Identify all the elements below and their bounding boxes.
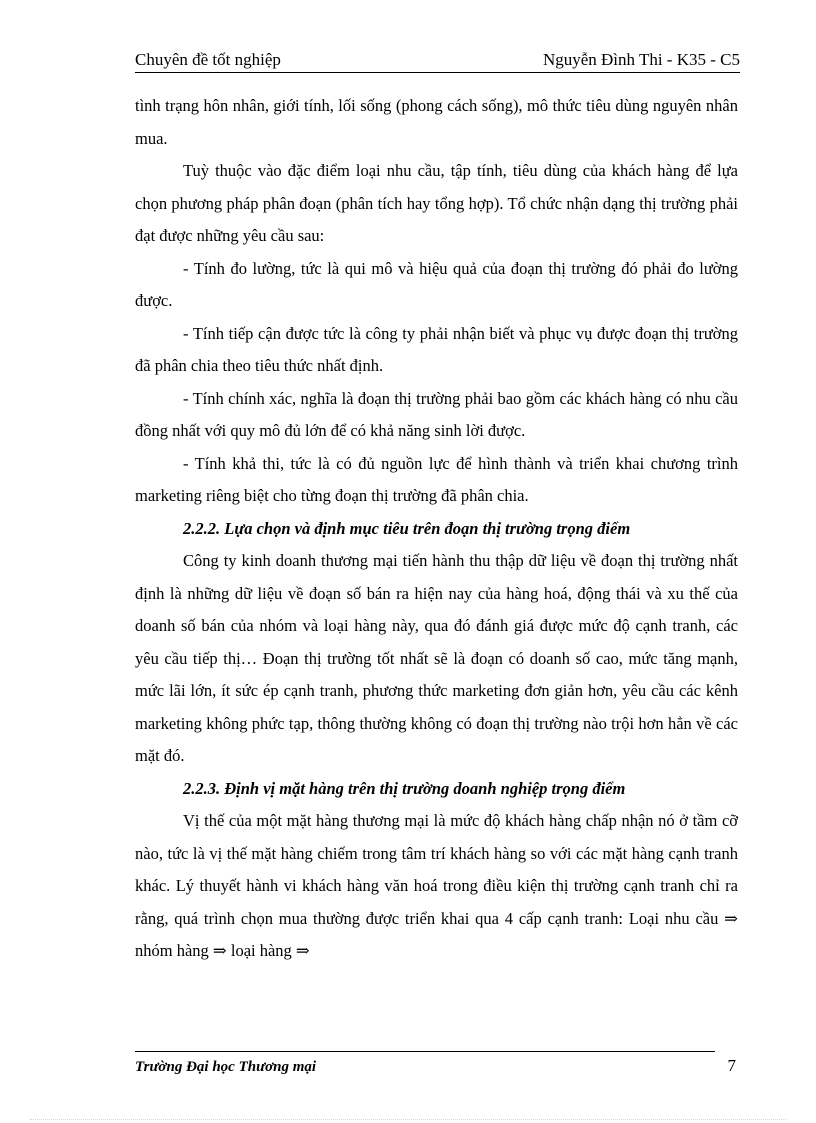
page-footer [135, 1056, 740, 1076]
section-heading: 2.2.2. Lựa chọn và định mục tiêu trên đoạn thị trường trọng điểm [183, 518, 631, 538]
requirement-item: - Tính chính xác, nghĩa là đoạn thị trường phải bao gồm các khách hàng có nhu cầu đồng nhất với quy mô đủ lớn để có khả năng sinh lời được. [135, 388, 738, 440]
paragraph: Tuỳ thuộc vào đặc điểm loại nhu cầu, tập tính, tiêu dùng của khách hàng để lựa chọn phương pháp phân đoạn (phân tích hay tổng hợp). Tổ chức nhận dạng thị trường phải đạt được những yêu cầu sau: [135, 161, 738, 245]
requirement-item: - Tính đo lường, tức là qui mô và hiệu quả của đoạn thị trường đó phải đo lường được. [135, 258, 738, 310]
paragraph: Vị thế của một mặt hàng thương mại là mức độ khách hàng chấp nhận nó ở tầm cỡ nào, tức là vị thế mặt hàng chiếm trong tâm trí khách hàng so với các mặt hàng cạnh tranh khác. Lý thuyết hành vi khách hàng văn hoá trong điều kiện thị trường cạnh tranh chỉ ra rằng, quá trình chọn mua thường được triển khai qua 4 cấp cạnh tranh: Loại nhu cầu ⇒ nhóm hàng ⇒ loại hàng ⇒ [135, 811, 738, 960]
header-document-title: Chuyên đề tốt nghiệp [135, 50, 281, 69]
page-number: 7 [727, 1056, 736, 1075]
requirement-item: - Tính khả thi, tức là có đủ nguồn lực để hình thành và triển khai chương trình marketing riêng biệt cho từng đoạn thị trường đã phân chia. [135, 453, 738, 505]
requirement-item: - Tính tiếp cận được tức là công ty phải nhận biết và phục vụ được đoạn thị trường đã phân chia theo tiêu thức nhất định. [135, 323, 738, 375]
paragraph: Công ty kinh doanh thương mại tiến hành thu thập dữ liệu về đoạn thị trường nhất định là những dữ liệu về đoạn số bán ra hiện nay của hàng hoá, động thái và xu thế của doanh số bán của nhóm và loại hàng này, qua đó đánh giá được mức độ cạnh tranh, các yêu cầu tiếp thị… Đoạn thị trường tốt nhất sẽ là đoạn có doanh số cao, mức tăng mạnh, mức lãi lớn, ít sức ép cạnh tranh, phương thức marketing đơn giản hơn, yêu cầu các kênh marketing không phức tạp, thông thường không có đoạn thị trường nào trội hơn hẳn về các mặt đó. [135, 551, 738, 765]
paragraph: tình trạng hôn nhân, giới tính, lối sống (phong cách sống), mô thức tiêu dùng nguyên nhân mua. [135, 96, 738, 148]
footer-divider [135, 1051, 715, 1052]
section-heading: 2.2.3. Định vị mặt hàng trên thị trường doanh nghiệp trọng điểm [183, 778, 626, 798]
page-header [135, 50, 740, 73]
footer-school-name: Trường Đại học Thương mại [135, 1059, 317, 1075]
page-bottom-dotted-edge [30, 1119, 786, 1120]
document-body [135, 90, 738, 968]
header-author-info: Nguyễn Đình Thi - K35 - C5 [542, 50, 740, 69]
